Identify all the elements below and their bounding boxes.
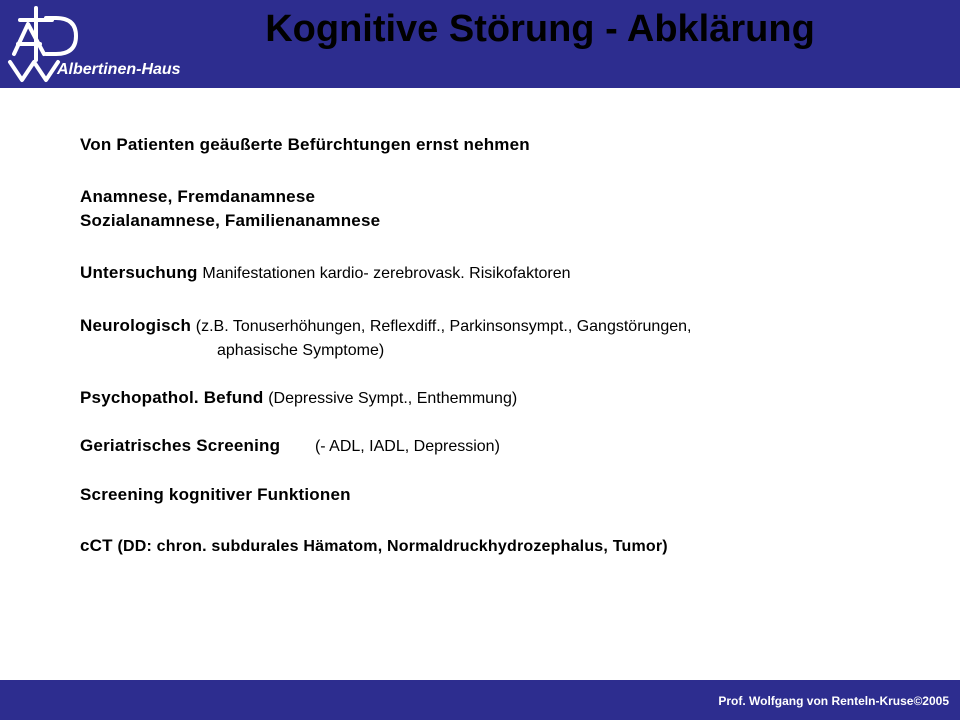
text-line-1: Von Patienten geäußerte Befürchtungen ernst nehmen (80, 135, 530, 154)
psychopathol-label: Psychopathol. Befund (80, 388, 264, 407)
cct-detail: (DD: chron. subdurales Hämatom, Normaldruckhydrozephalus, Tumor) (117, 538, 668, 555)
psychopathol-detail: (Depressive Sympt., Enthemmung) (268, 390, 518, 407)
cct-label: cCT (80, 536, 113, 555)
text-line-6 (80, 387, 517, 410)
geriatrisch-detail: (- ADL, IADL, Depression) (314, 438, 500, 455)
neurologisch-detail-cont: aphasische Symptome) (217, 342, 385, 359)
text-line-4 (80, 262, 571, 285)
text-line-5 (80, 315, 691, 338)
logo-text: Albertinen-Haus (57, 61, 181, 78)
page-title: Kognitive Störung - Abklärung (265, 8, 815, 50)
footer-credit: Prof. Wolfgang von Renteln-Kruse©2005 (718, 694, 949, 708)
header-bar (0, 0, 960, 88)
text-line-8: Screening kognitiver Funktionen (80, 485, 351, 504)
neurologisch-label: Neurologisch (80, 316, 192, 335)
untersuchung-label: Untersuchung (80, 263, 198, 282)
text-line-7 (80, 435, 500, 458)
untersuchung-detail: Manifestationen kardio- zerebrovask. Risikofaktoren (202, 265, 571, 282)
text-line-2: Anamnese, Fremdanamnese (80, 187, 316, 206)
geriatrisch-label: Geriatrisches Screening (80, 436, 281, 455)
neurologisch-detail: (z.B. Tonuserhöhungen, Reflexdiff., Parkinsonsympt., Gangstörungen, (195, 318, 692, 335)
text-line-9 (80, 535, 668, 558)
footer-bar (0, 680, 960, 720)
text-line-3: Sozialanamnese, Familienanamnese (80, 211, 381, 230)
